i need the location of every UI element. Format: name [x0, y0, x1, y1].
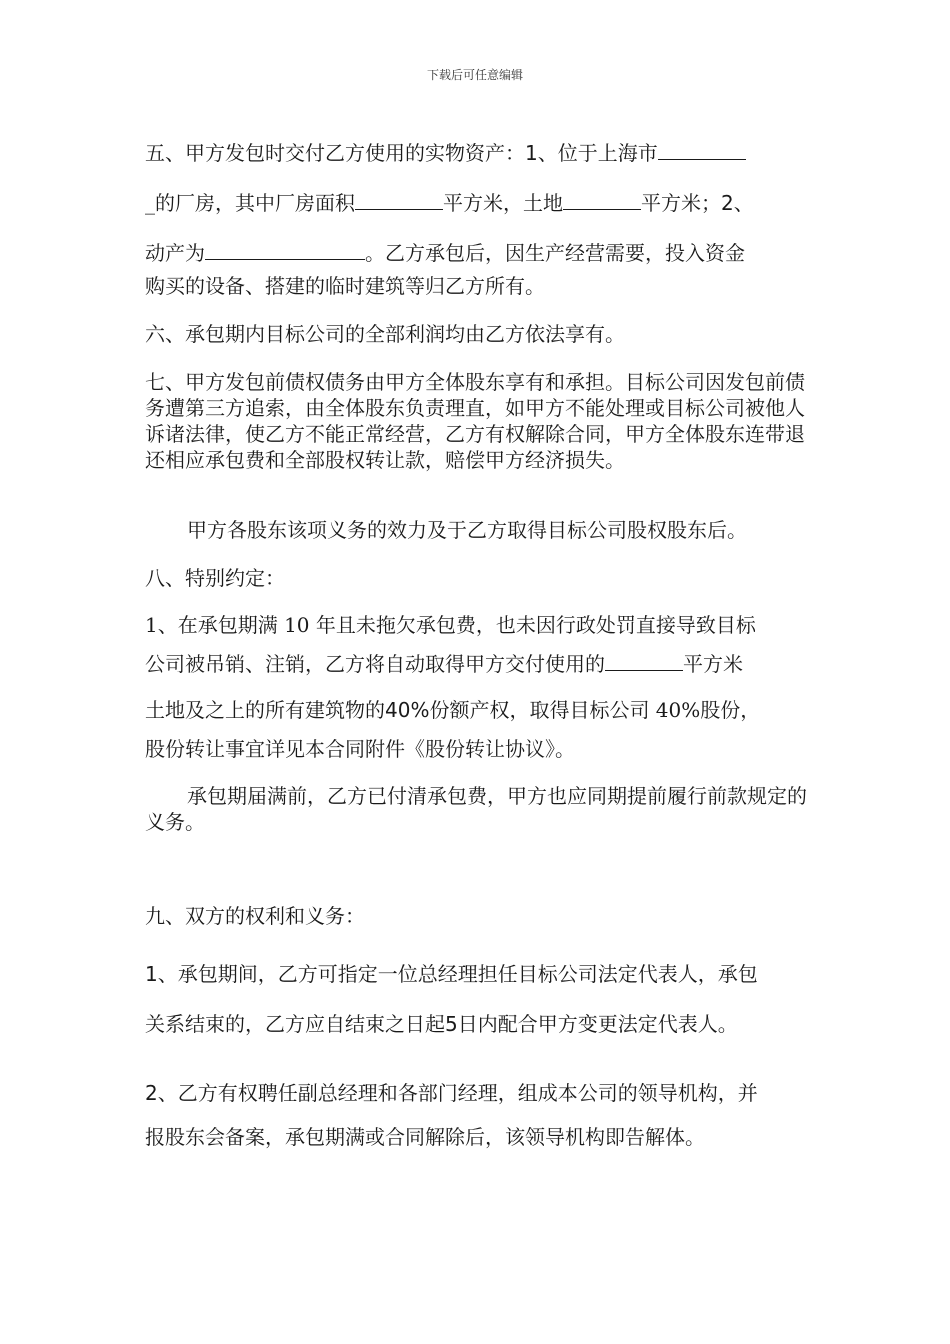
section-8-1-line-2: 公司被吊销、注销，乙方将自动取得甲方交付使用的 平方米 — [145, 648, 810, 677]
blank-field — [355, 187, 443, 210]
section-9-2-line-2: 报股东会备案，承包期满或合同解除后，该领导机构即告解体。 — [145, 1125, 705, 1149]
section-8-2: 承包期届满前，乙方已付清承包费，甲方也应同期提前履行前款规定的义务。 — [145, 784, 807, 834]
section-9-1-line-1: 1、承包期间，乙方可指定一位总经理担任目标公司法定代表人，承包 — [145, 962, 758, 986]
section-8-1-line-4: 股份转让事宜详见本合同附件《股份转让协议》。 — [145, 737, 575, 761]
section-9-2-line-1: 2、乙方有权聘任副总经理和各部门经理，组成本公司的领导机构，并 — [145, 1081, 758, 1105]
section-5-line-3: 动产为 。乙方承包后，因生产经营需要，投入资金 — [145, 237, 810, 266]
section-8-title: 八、特别约定： — [145, 566, 285, 590]
section-5-line-4: 购买的设备、搭建的临时建筑等归乙方所有。 — [145, 274, 545, 298]
section-5-line-2: _的厂房，其中厂房面积 平方米，土地 平方米；2、 — [145, 187, 810, 216]
blank-field — [563, 187, 641, 210]
page-header: 下载后可任意编辑 — [426, 68, 523, 82]
section-7-note: 甲方各股东该项义务的效力及于乙方取得目标公司股权股东后。 — [187, 518, 747, 542]
section-5-line-1: 五、甲方发包时交付乙方使用的实物资产：1、位于上海市 — [145, 137, 810, 166]
section-6: 六、承包期内目标公司的全部利润均由乙方依法享有。 — [145, 322, 625, 346]
section-9-title: 九、双方的权利和义务： — [145, 904, 365, 928]
blank-field — [658, 137, 746, 160]
section-8-1-line-3: 土地及之上的所有建筑物的40%份额产权，取得目标公司 40%股份， — [145, 698, 761, 722]
section-7: 七、甲方发包前债权债务由甲方全体股东享有和承担。目标公司因发包前债务遭第三方追索，由全体股东负责理直，如甲方不能处理或目标公司被他人诉诸法律，使乙方不能正常经营，乙方有权解除合同，甲方全体股东连带退还相应承包费和全部股权转让款，赔偿甲方经济损失。 — [145, 370, 805, 472]
section-8-1-line-1: 1、在承包期满 10 年且未拖欠承包费，也未因行政处罚直接导致目标 — [145, 613, 756, 637]
blank-field — [605, 648, 683, 671]
blank-field — [205, 237, 365, 260]
section-9-1-line-2: 关系结束的，乙方应自结束之日起5日内配合甲方变更法定代表人。 — [145, 1012, 738, 1036]
